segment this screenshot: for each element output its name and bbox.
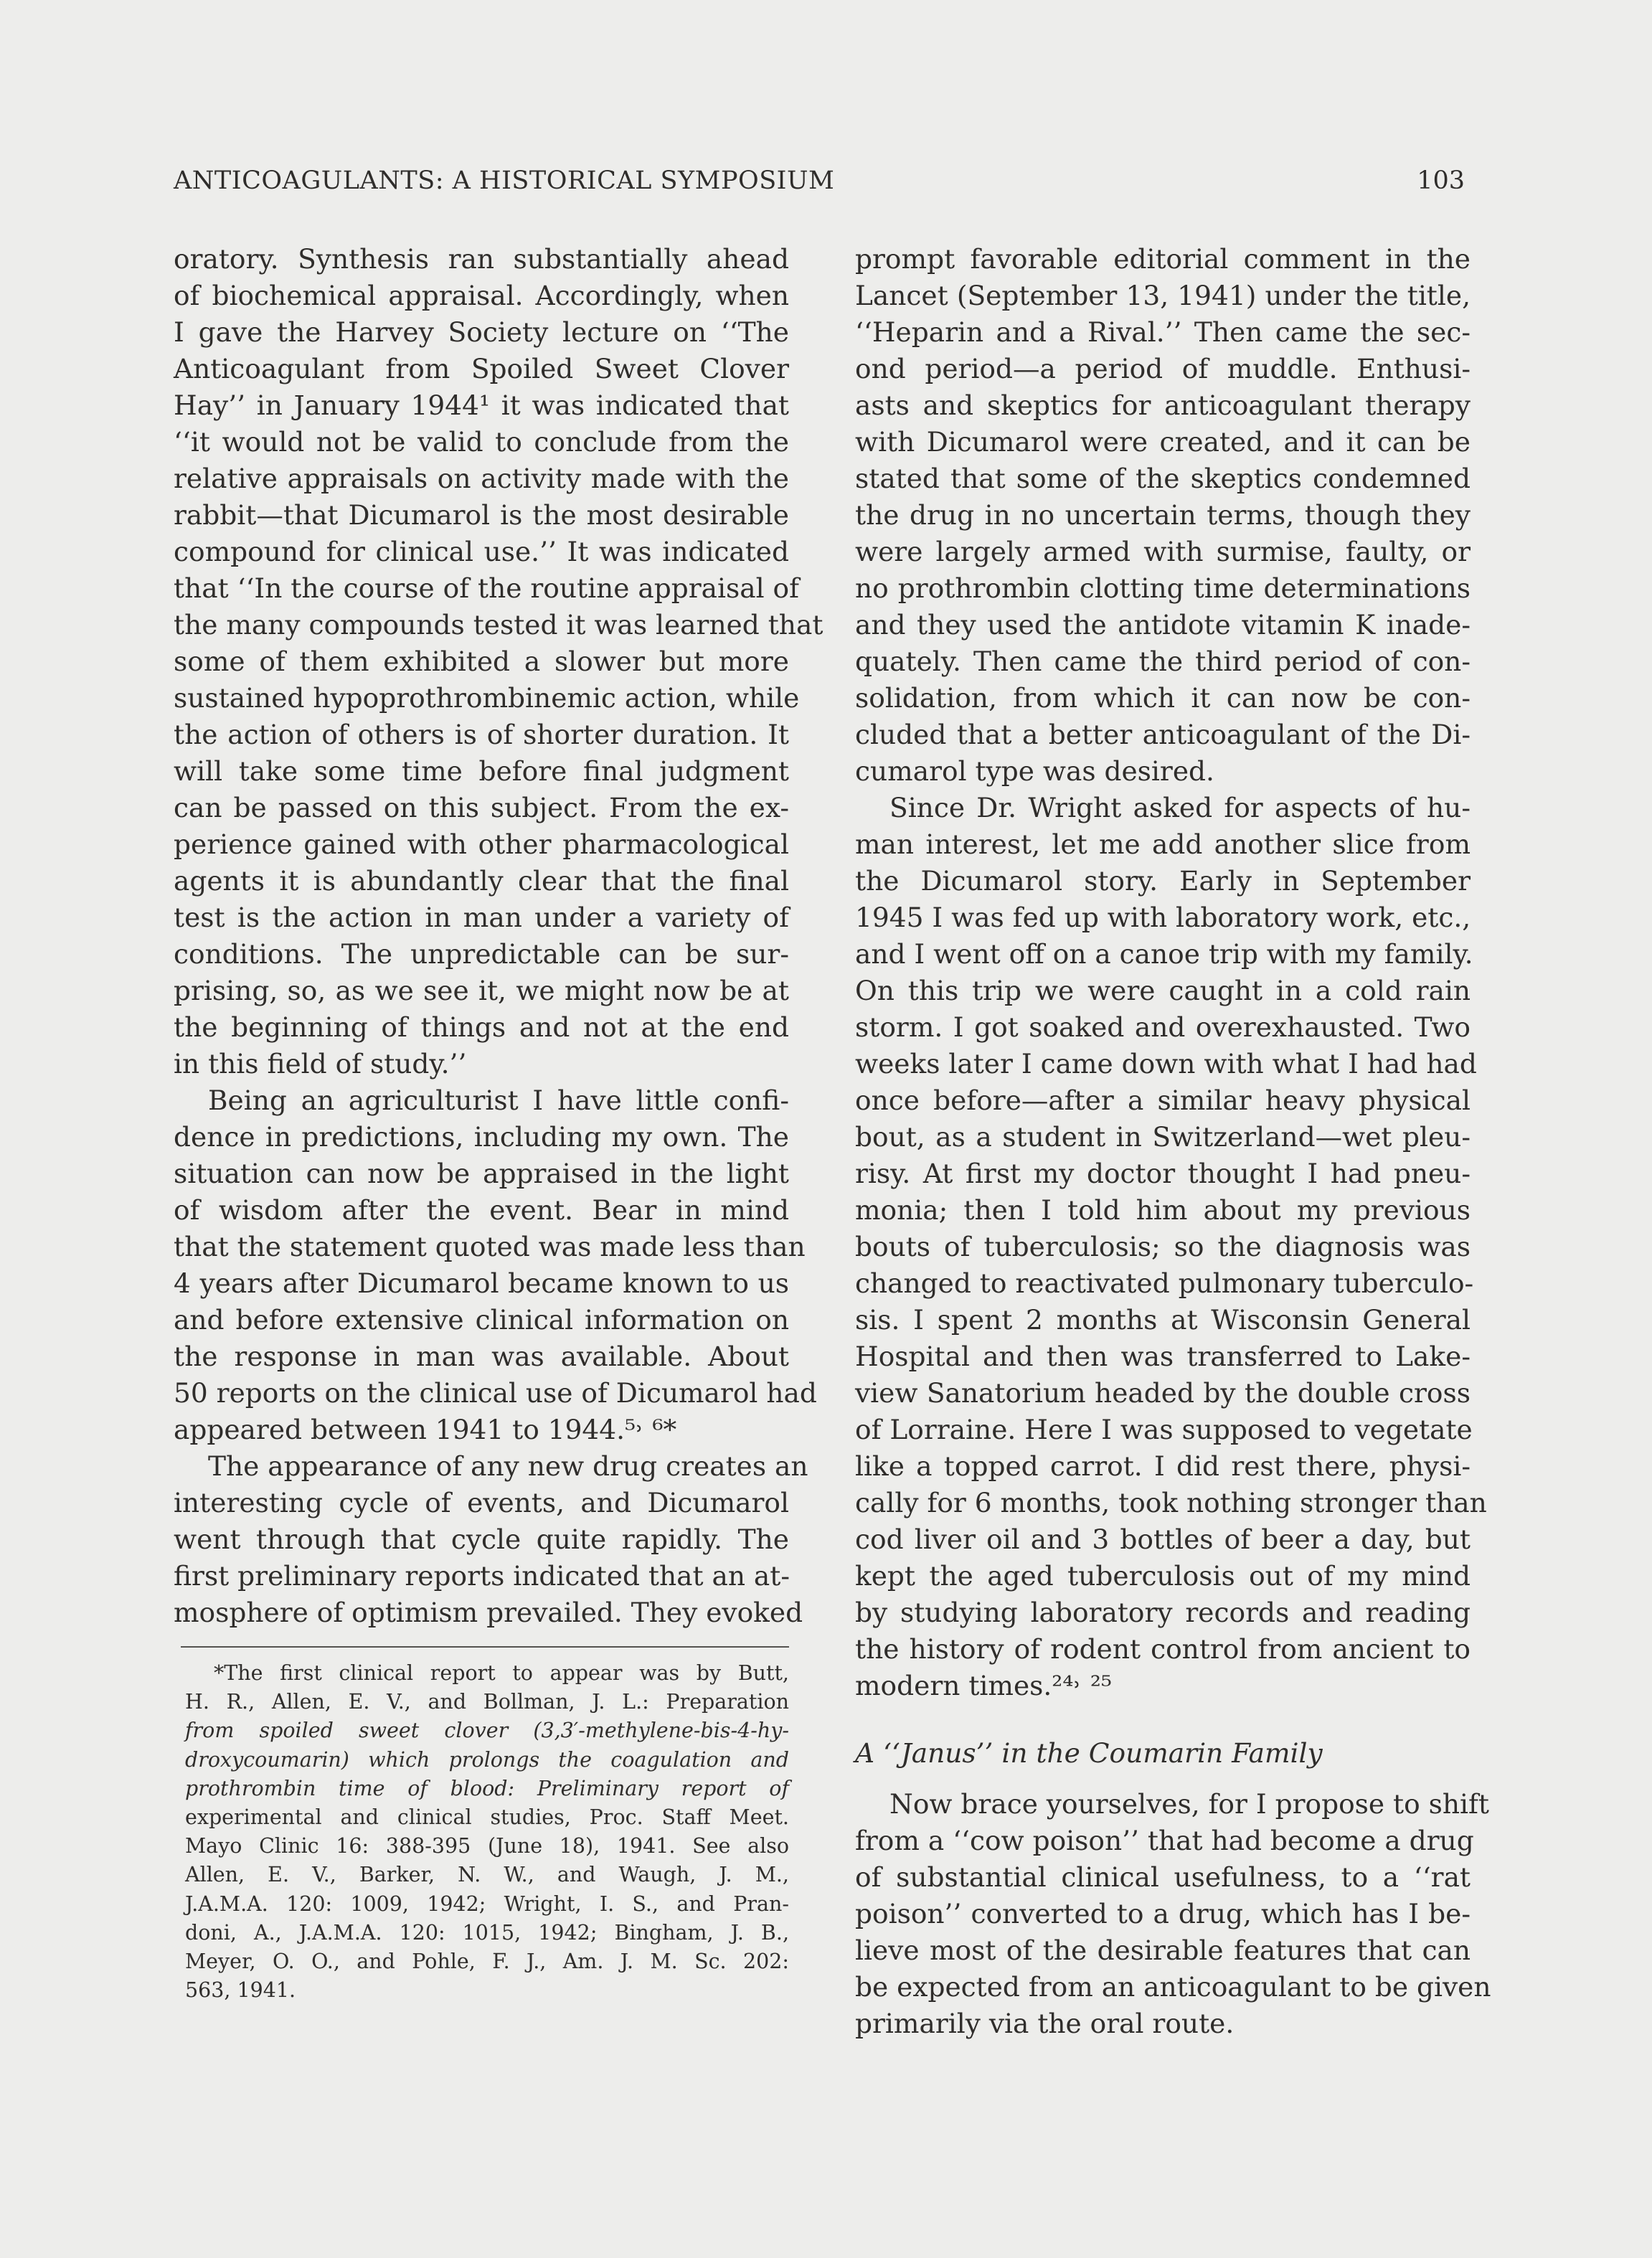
body-line: cally for 6 months, took nothing stronger than (855, 1487, 1487, 1518)
body-line: and before extensive clinical information on (174, 1304, 789, 1336)
running-title: ANTICOAGULANTS: A HISTORICAL SYMPOSIUM (174, 166, 835, 195)
body-line: of biochemical appraisal. Accordingly, when (174, 280, 789, 311)
body-line: lieve most of the desirable features that can (855, 1935, 1471, 1966)
body-line: monia; then I told him about my previous (855, 1194, 1471, 1226)
body-line: quately. Then came the third period of con- (855, 646, 1471, 677)
body-line: were largely armed with surmise, faulty, or (855, 536, 1471, 567)
body-line: first preliminary reports indicated that an at- (174, 1560, 790, 1592)
body-line: Lancet (September 13, 1941) under the title, (855, 280, 1471, 311)
body-line: 1945 I was fed up with laboratory work, etc., (855, 902, 1471, 933)
body-line: test is the action in man under a variety of (174, 902, 789, 933)
footnote-line: Allen, E. V., Barker, N. W., and Waugh, J. M., (185, 1863, 789, 1887)
body-line: ‘‘Heparin and a Rival.’’ Then came the sec- (855, 316, 1471, 348)
footnote-line: J.A.M.A. 120: 1009, 1942; Wright, I. S., and Pran- (185, 1891, 789, 1916)
body-line: went through that cycle quite rapidly. The (174, 1524, 789, 1555)
body-line: the Dicumarol story. Early in September (855, 865, 1471, 897)
right-column (855, 241, 1491, 2042)
body-line: oratory. Synthesis ran substantially ahead (174, 243, 789, 275)
footnote-line: doni, A., J.A.M.A. 120: 1015, 1942; Bingham, J. B., (185, 1920, 789, 1945)
body-line: sustained hypoprothrombinemic action, while (174, 682, 800, 714)
body-line: can be passed on this subject. From the ex- (174, 792, 789, 823)
body-line: primarily via the oral route. (855, 2008, 1235, 2039)
body-line: conditions. The unpredictable can be sur- (174, 938, 789, 970)
body-line: dence in predictions, including my own. The (174, 1121, 789, 1153)
body-line: compound for clinical use.’’ It was indicated (174, 536, 789, 567)
footnote-line: H. R., Allen, E. V., and Bollman, J. L.: Preparation (185, 1690, 789, 1714)
body-line: Anticoagulant from Spoiled Sweet Clover (174, 353, 789, 384)
body-line: storm. I got soaked and overexhausted. Two (855, 1011, 1471, 1043)
body-line: be expected from an anticoagulant to be given (855, 1971, 1491, 2003)
body-line: poison’’ converted to a drug, which has I be- (855, 1898, 1471, 1929)
body-line: and I went off on a canoe trip with my family. (855, 938, 1473, 970)
body-line: rabbit—that Dicumarol is the most desirable (174, 499, 789, 531)
section-heading: A ‘‘Janus’’ in the Coumarin Family (855, 1737, 1323, 1769)
body-line: view Sanatorium headed by the double cross (855, 1377, 1471, 1409)
body-line: and they used the antidote vitamin K inade- (855, 609, 1471, 641)
footnote-divider (181, 1646, 789, 1648)
body-line: 4 years after Dicumarol became known to us (174, 1267, 789, 1299)
footnote-line: *The first clinical report to appear was by Butt, (214, 1661, 789, 1685)
body-line: Being an agriculturist I have little confi- (208, 1085, 789, 1116)
body-line: from a ‘‘cow poison’’ that had become a drug (855, 1825, 1474, 1856)
body-line: interesting cycle of events, and Dicumarol (174, 1487, 789, 1518)
body-line: The appearance of any new drug creates an (208, 1450, 808, 1482)
body-line: bout, as a student in Switzerland—wet pleu- (855, 1121, 1471, 1153)
body-line: sis. I spent 2 months at Wisconsin General (855, 1304, 1471, 1336)
body-line: in this field of study.’’ (174, 1048, 467, 1080)
body-line: the response in man was available. About (174, 1341, 789, 1372)
body-line: Now brace yourselves, for I propose to shift (889, 1788, 1489, 1820)
body-line: cluded that a better anticoagulant of the Di- (855, 719, 1471, 750)
body-line: with Dicumarol were created, and it can be (855, 426, 1471, 458)
body-line: Since Dr. Wright asked for aspects of hu- (889, 792, 1471, 823)
body-line: mosphere of optimism prevailed. They evoked (174, 1597, 803, 1628)
body-line: risy. At first my doctor thought I had pneu- (855, 1158, 1471, 1189)
body-line: Hay’’ in January 1944¹ it was indicated that (174, 389, 789, 421)
footnote-line: from spoiled sweet clover (3,3′-methylene-bis-4-hy- (185, 1719, 789, 1743)
body-line: bouts of tuberculosis; so the diagnosis was (855, 1231, 1471, 1262)
body-line: agents it is abundantly clear that the final (174, 865, 789, 897)
body-line: like a topped carrot. I did rest there, physi- (855, 1450, 1471, 1482)
body-line: ond period—a period of muddle. Enthusi- (855, 353, 1471, 384)
footnote-line: experimental and clinical studies, Proc. Staff Meet. (185, 1805, 789, 1829)
body-line: On this trip we were caught in a cold rain (855, 975, 1471, 1006)
body-line: appeared between 1941 to 1944.⁵˒ ⁶* (174, 1414, 677, 1445)
body-line: the many compounds tested it was learned that (174, 609, 823, 641)
body-line: prompt favorable editorial comment in the (855, 243, 1471, 275)
body-line: modern times.²⁴˒ ²⁵ (855, 1670, 1112, 1701)
body-line: kept the aged tuberculosis out of my mind (855, 1560, 1471, 1592)
body-line: stated that some of the skeptics condemned (855, 463, 1471, 494)
body-line: of wisdom after the event. Bear in mind (174, 1194, 789, 1226)
body-line: the drug in no uncertain terms, though they (855, 499, 1471, 531)
body-line: cod liver oil and 3 bottles of beer a day, but (855, 1524, 1471, 1555)
body-line: solidation, from which it can now be con- (855, 682, 1471, 714)
body-line: of substantial clinical usefulness, to a ‘‘rat (855, 1861, 1471, 1893)
body-line: relative appraisals on activity made with the (174, 463, 789, 494)
body-line: ‘‘it would not be valid to conclude from the (174, 426, 789, 458)
body-line: cumarol type was desired. (855, 755, 1214, 787)
body-line: perience gained with other pharmacological (174, 828, 789, 860)
body-line: that ‘‘In the course of the routine appraisal of (174, 572, 799, 604)
body-line: man interest, let me add another slice from (855, 828, 1471, 860)
body-line: that the statement quoted was made less than (174, 1231, 806, 1262)
footnote-line: prothrombin time of blood: Preliminary report of (185, 1776, 789, 1800)
body-line: the beginning of things and not at the end (174, 1011, 789, 1043)
body-line: situation can now be appraised in the light (174, 1158, 789, 1189)
body-line: Hospital and then was transferred to Lake- (855, 1341, 1471, 1372)
running-header (174, 166, 1465, 202)
page-number: 103 (1417, 166, 1465, 195)
body-line: weeks later I came down with what I had had (855, 1048, 1477, 1080)
body-line: will take some time before final judgment (174, 755, 789, 787)
left-column (174, 241, 823, 1631)
footnote-line: 563, 1941. (185, 1978, 296, 2003)
body-line: prising, so, as we see it, we might now be at (174, 975, 789, 1006)
body-line: I gave the Harvey Society lecture on ‘‘The (174, 316, 789, 348)
body-line: the action of others is of shorter duration. It (174, 719, 789, 750)
body-line: changed to reactivated pulmonary tuberculo- (855, 1267, 1474, 1299)
body-line: the history of rodent control from ancient to (855, 1633, 1471, 1665)
body-line: asts and skeptics for anticoagulant therapy (855, 389, 1471, 421)
body-line: 50 reports on the clinical use of Dicumarol had (174, 1377, 817, 1409)
footnote-line: Meyer, O. O., and Pohle, F. J., Am. J. M. Sc. 202: (185, 1949, 789, 1973)
footnote-line: Mayo Clinic 16: 388-395 (June 18), 1941. See also (185, 1834, 789, 1858)
footnote-line: droxycoumarin) which prolongs the coagulation and (185, 1747, 789, 1772)
body-line: once before—after a similar heavy physical (855, 1085, 1471, 1116)
body-line: by studying laboratory records and reading (855, 1597, 1471, 1628)
body-line: no prothrombin clotting time determinations (855, 572, 1471, 604)
body-line: of Lorraine. Here I was supposed to vegetate (855, 1414, 1473, 1445)
footnote (185, 1659, 789, 2005)
body-line: some of them exhibited a slower but more (174, 646, 789, 677)
